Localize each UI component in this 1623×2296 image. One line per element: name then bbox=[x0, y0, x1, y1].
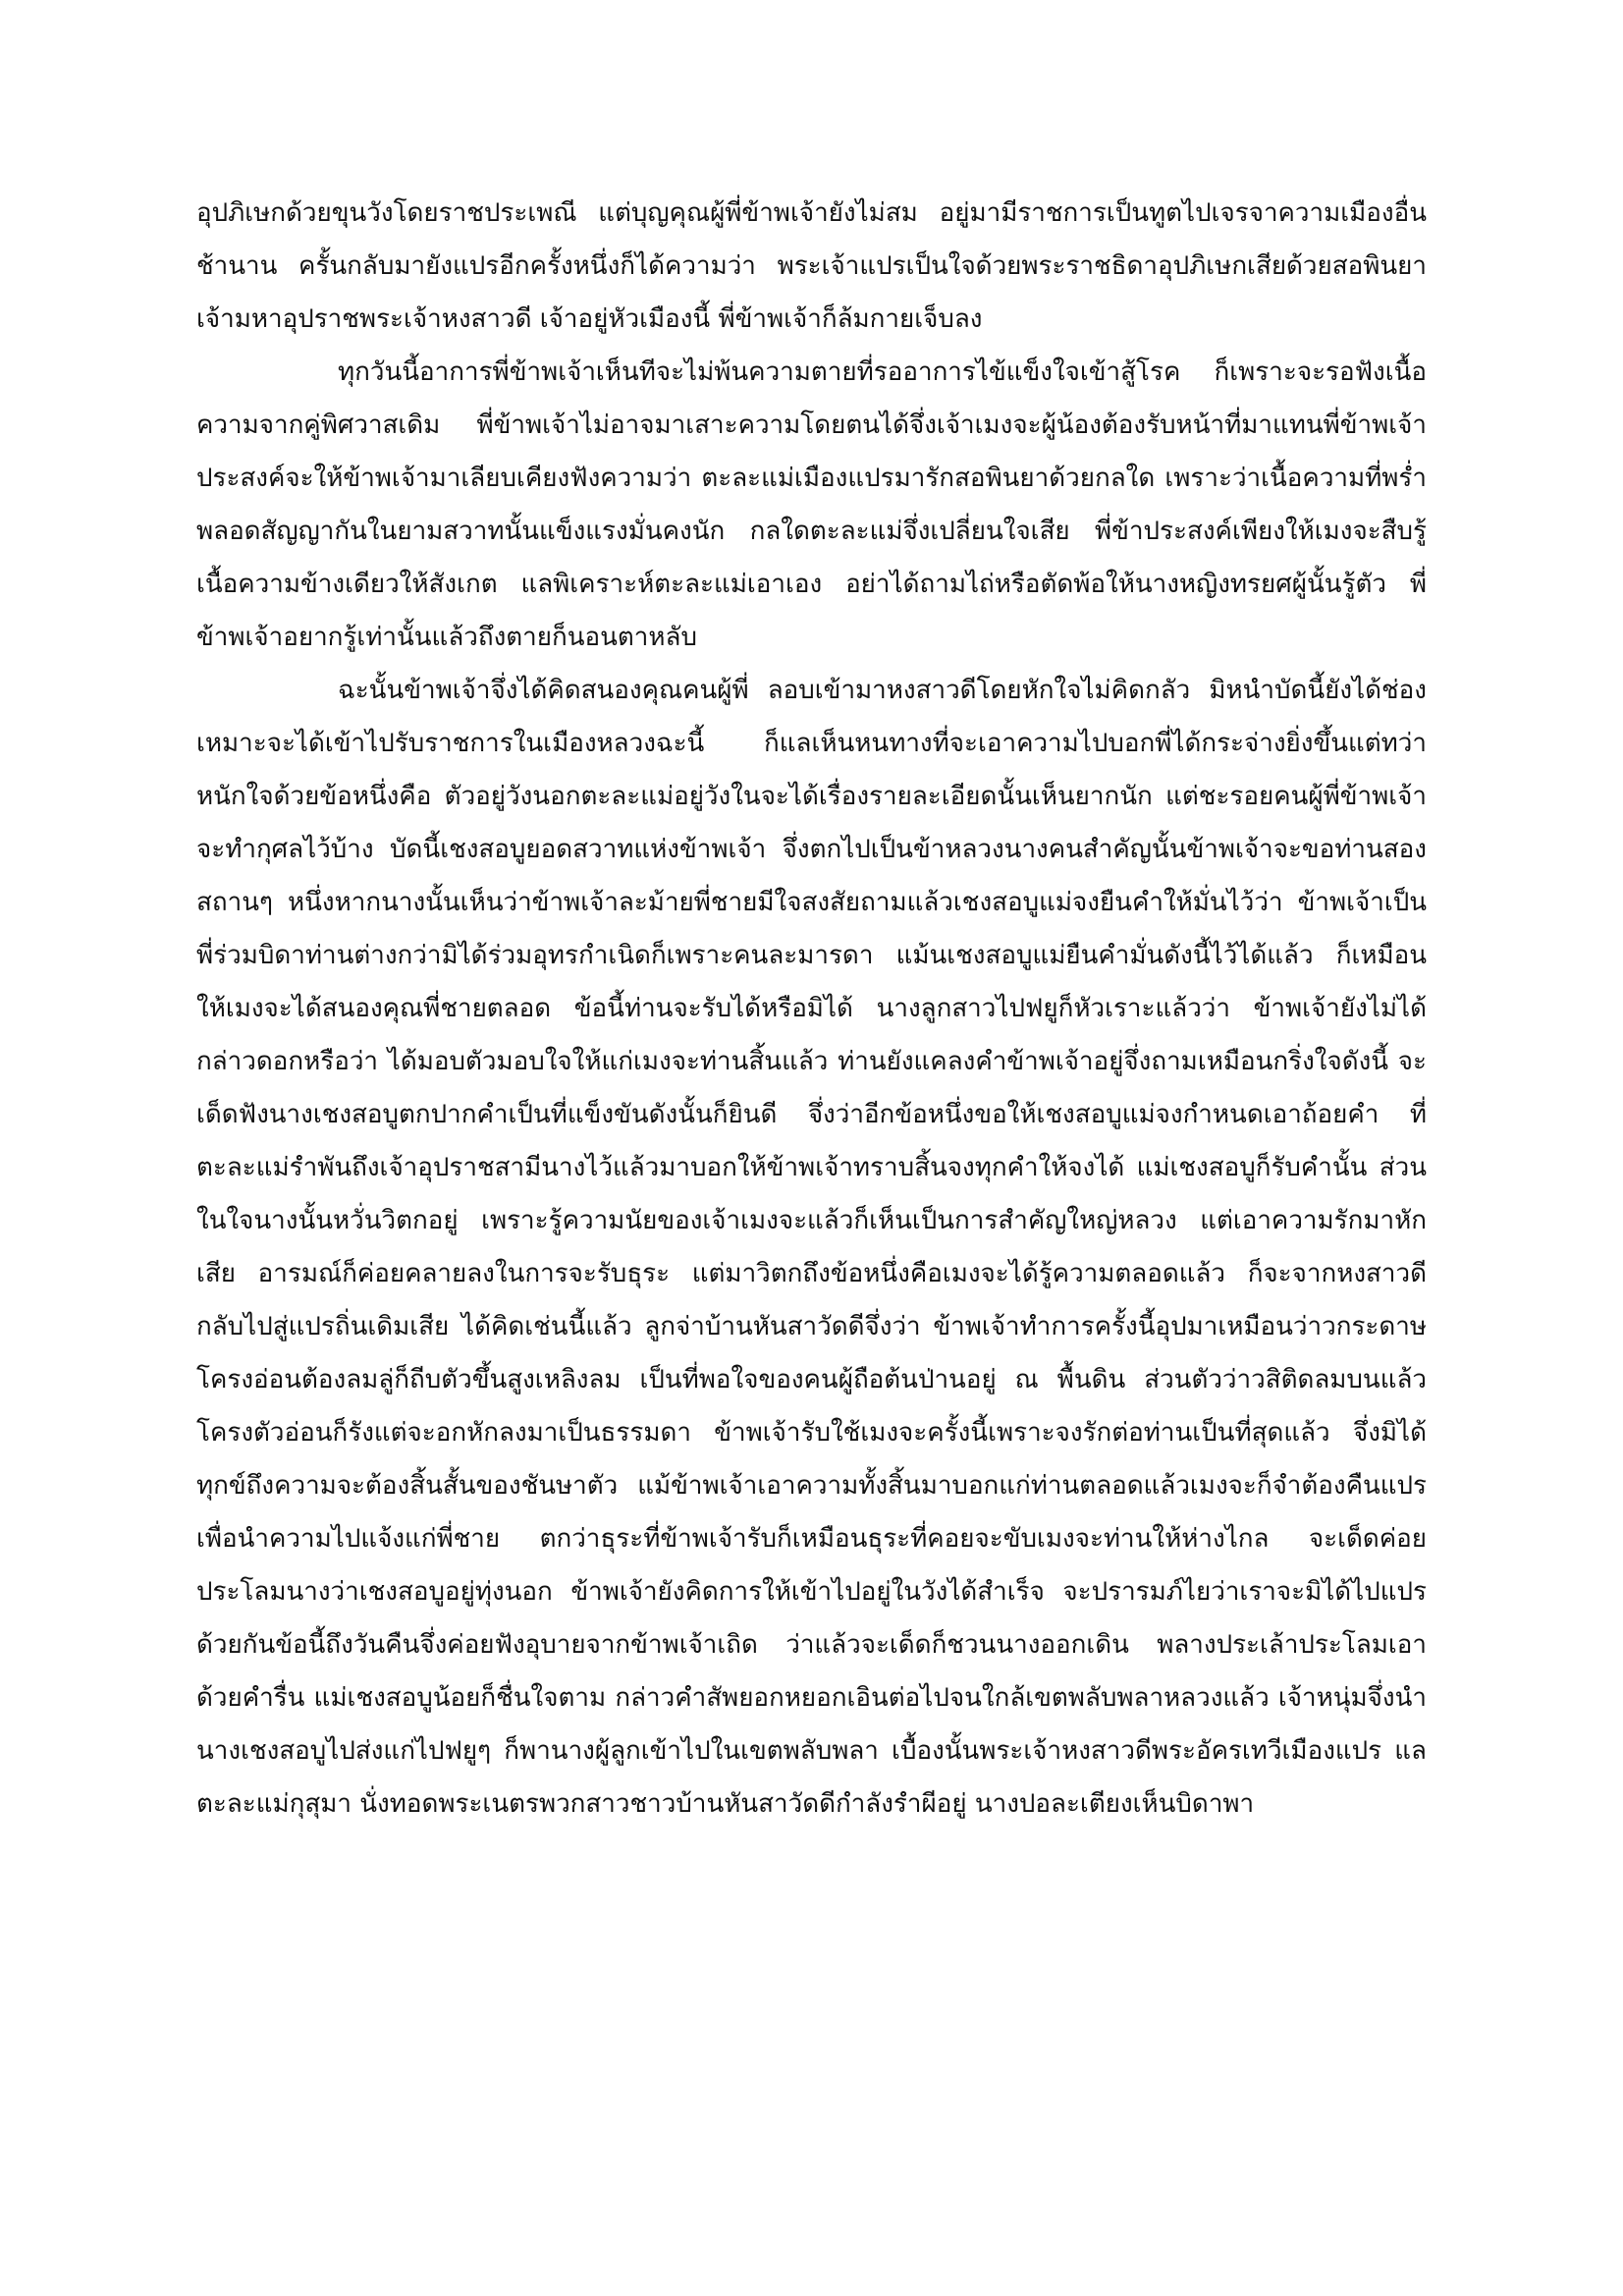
paragraph-3: ฉะนั้นข้าพเจ้าจึ่งได้คิดสนองคุณคนผู้พี่ ลอบเข้ามาหงสาวดีโดยหักใจไม่คิดกลัว มิหนำบัดนี้ยังได้ช่องเหมาะจะได้เข้าไปรับราชการในเมืองหลวงฉะนี้ ก็แลเห็นหนทางที่จะเอาความไปบอกพี่ได้กระจ่างยิ่งขึ้นแต่ทว่าหนักใจด้วยข้อหนึ่งคือ ตัวอยู่วังนอกตะละแม่อยู่วังในจะได้เรื่องรายละเอียดนั้นเห็นยากนัก แต่ชะรอยคนผู้พี่ข้าพเจ้าจะทำกุศลไว้บ้าง บัดนี้เชงสอบูยอดสวาทแห่งข้าพเจ้า จึ่งตกไปเป็นข้าหลวงนางคนสำคัญนั้นข้าพเจ้าจะขอท่านสองสถานๆ หนึ่งหากนางนั้นเห็นว่าข้าพเจ้าละม้ายพี่ชายมีใจสงสัยถามแล้วเชงสอบูแม่จงยืนคำให้มั่นไว้ว่า ข้าพเจ้าเป็นพี่ร่วมบิดาท่านต่างกว่ามิได้ร่วมอุทรกำเนิดก็เพราะคนละมารดา แม้นเชงสอบูแม่ยืนคำมั่นดังนี้ไว้ได้แล้ว ก็เหมือนให้เมงจะได้สนองคุณพี่ชายตลอด ข้อนี้ท่านจะรับได้หรือมิได้ นางลูกสาวไปฟยูก็หัวเราะแล้วว่า ข้าพเจ้ายังไม่ได้กล่าวดอกหรือว่า ได้มอบตัวมอบใจให้แก่เมงจะท่านสิ้นแล้ว ท่านยังแคลงคำข้าพเจ้าอยู่จึ่งถามเหมือนกริ่งใจดังนี้ จะเด็ดฟังนางเชงสอบูตกปากคำเป็นที่แข็งขันดังนั้นก็ยินดี จึ่งว่าอีกข้อหนึ่งขอให้เชงสอบูแม่จงกำหนดเอาถ้อยคำ ที่ตะละแม่รำพันถึงเจ้าอุปราชสามีนางไว้แล้วมาบอกให้ข้าพเจ้าทราบสิ้นจงทุกคำให้จงได้ แม่เชงสอบูก็รับคำนั้น ส่วนในใจนางนั้นหวั่นวิตกอยู่ เพราะรู้ความนัยของเจ้าเมงจะแล้วก็เห็นเป็นการสำคัญใหญ่หลวง แต่เอาความรักมาหักเสีย อารมณ์ก็ค่อยคลายลงในการจะรับธุระ แต่มาวิตกถึงข้อหนึ่งคือเมงจะได้รู้ความตลอดแล้ว ก็จะจากหงสาวดีกลับไปสู่แปรถิ่นเดิมเสีย ได้คิดเช่นนี้แล้ว ลูกจ่าบ้านหันสาวัดดีจึ่งว่า ข้าพเจ้าทำการครั้งนี้อุปมาเหมือนว่าวกระดาษโครงอ่อนต้องลมลู่ก็ถีบตัวขึ้นสูงเหลิงลม เป็นที่พอใจของคนผู้ถือต้นป่านอยู่ ณ พื้นดิน ส่วนตัวว่าวสิติดลมบนแล้วโครงตัวอ่อนก็รังแต่จะอกหักลงมาเป็นธรรมดา ข้าพเจ้ารับใช้เมงจะครั้งนี้เพราะจงรักต่อท่านเป็นที่สุดแล้ว จึ่งมิได้ทุกข์ถึงความจะต้องสิ้นสั้นของชันษาตัว แม้ข้าพเจ้าเอาความทั้งสิ้นมาบอกแก่ท่านตลอดแล้วเมงจะก็จำต้องคืนแปรเพื่อนำความไปแจ้งแก่พี่ชาย ตกว่าธุระที่ข้าพเจ้ารับก็เหมือนธุระที่คอยจะขับเมงจะท่านให้ห่างไกล จะเด็ดค่อยประโลมนางว่าเชงสอบูอยู่ทุ่งนอก ข้าพเจ้ายังคิดการให้เข้าไปอยู่ในวังได้สำเร็จ จะปรารมภ์ไยว่าเราจะมิได้ไปแปรด้วยกันข้อนี้ถึงวันคืนจึ่งค่อยฟังอุบายจากข้าพเจ้าเถิด ว่าแล้วจะเด็ดก็ชวนนางออกเดิน พลางประเล้าประโลมเอาด้วยคำรื่น แม่เชงสอบูน้อยก็ชื่นใจตาม กล่าวคำสัพยอกหยอกเอินต่อไปจนใกล้เขตพลับพลาหลวงแล้ว เจ้าหนุ่มจึ่งนำนางเชงสอบูไปส่งแก่ไปฟยูๆ ก็พานางผู้ลูกเข้าไปในเขตพลับพลา เบื้องนั้นพระเจ้าหงสาวดีพระอัครเทวีเมืองแปร แลตะละแม่กุสุมา นั่งทอดพระเนตรพวกสาวชาวบ้านหันสาวัดดีกำลังรำผีอยู่ นางปอละเตียงเห็นบิดาพา bbox=[196, 676, 1427, 1819]
paragraph-1: อุปภิเษกด้วยขุนวังโดยราชประเพณี แต่บุญคุณผู้พี่ข้าพเจ้ายังไม่สม อยู่มามีราชการเป็นทูตไปเจรจาความเมืองอื่นช้านาน ครั้นกลับมายังแปรอีกครั้งหนึ่งก็ได้ความว่า พระเจ้าแปรเป็นใจด้วยพระราชธิดาอุปภิเษกเสียด้วยสอพินยาเจ้ามหาอุปราชพระเจ้าหงสาวดี เจ้าอยู่หัวเมืองนี้ พี่ข้าพเจ้าก็ล้มกายเจ็บลง bbox=[196, 198, 1427, 334]
body-text bbox=[196, 187, 1427, 1831]
paragraph-2: ทุกวันนี้อาการพี่ข้าพเจ้าเห็นทีจะไม่พ้นความตายที่รออาการไข้แข็งใจเข้าสู้โรค ก็เพราะจะรอฟังเนื้อความจากคู่พิศวาสเดิม พี่ข้าพเจ้าไม่อาจมาเสาะความโดยตนได้จึ่งเจ้าเมงจะผู้น้องต้องรับหน้าที่มาแทนพี่ข้าพเจ้าประสงค์จะให้ข้าพเจ้ามาเลียบเคียงฟังความว่า ตะละแม่เมืองแปรมารักสอพินยาด้วยกลใด เพราะว่าเนื้อความที่พร่ำพลอดสัญญากันในยามสวาทนั้นแข็งแรงมั่นคงนัก กลใดตะละแม่จึ่งเปลี่ยนใจเสีย พี่ข้าประสงค์เพียงให้เมงจะสืบรู้เนื้อความข้างเดียวให้สังเกต แลพิเคราะห์ตะละแม่เอาเอง อย่าได้ถามไถ่หรือตัดพ้อให้นางหญิงทรยศผู้นั้นรู้ตัว พี่ข้าพเจ้าอยากรู้เท่านั้นแล้วถึงตายก็นอนตาหลับ bbox=[196, 357, 1427, 652]
